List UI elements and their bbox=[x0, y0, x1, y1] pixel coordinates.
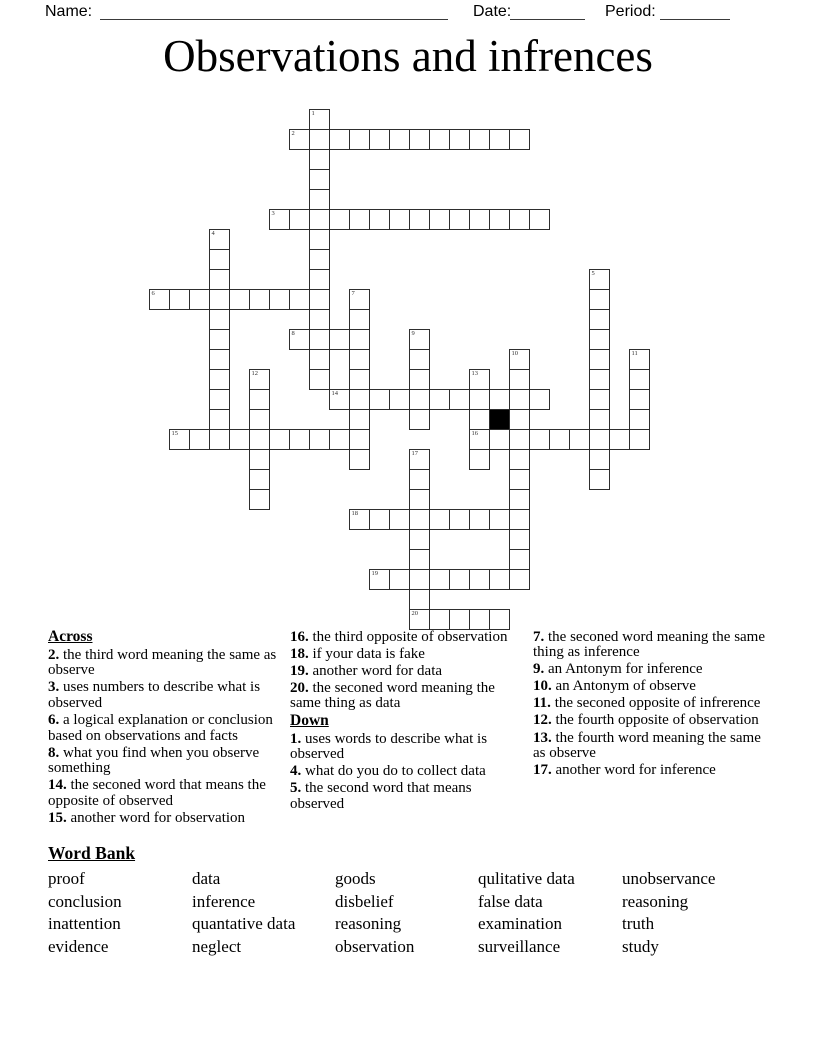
clue-number: 7. bbox=[533, 628, 545, 645]
crossword-cell bbox=[249, 369, 270, 390]
date-blank-line bbox=[510, 2, 585, 20]
clue-item bbox=[48, 811, 283, 827]
crossword-cell bbox=[209, 329, 230, 350]
cell-number: 3 bbox=[271, 210, 275, 217]
name-label: Name: bbox=[45, 3, 93, 20]
crossword-cell bbox=[509, 529, 530, 550]
crossword-cell bbox=[449, 509, 470, 530]
crossword-cell bbox=[529, 429, 550, 450]
crossword-cell bbox=[349, 289, 370, 310]
crossword-cell bbox=[209, 409, 230, 430]
clue-text: the seconed word meaning the same thing as inference bbox=[533, 628, 766, 661]
clue-number: 11. bbox=[533, 695, 551, 712]
clue-item bbox=[533, 630, 768, 661]
word-bank-word: proof bbox=[48, 869, 85, 888]
crossword-cell bbox=[289, 209, 310, 230]
crossword-cell bbox=[629, 389, 650, 410]
crossword-cell bbox=[329, 389, 350, 410]
word-bank-word: evidence bbox=[48, 936, 109, 956]
cell-number: 5 bbox=[591, 270, 595, 277]
crossword-cell bbox=[509, 569, 530, 590]
crossword-cell bbox=[169, 289, 190, 310]
word-bank-word: observation bbox=[335, 936, 415, 956]
word-bank-list bbox=[48, 868, 790, 958]
crossword-cell bbox=[349, 409, 370, 430]
clue-item bbox=[533, 763, 768, 779]
crossword-cell bbox=[369, 209, 390, 230]
word-bank-word: study bbox=[622, 936, 659, 956]
crossword-cell bbox=[369, 569, 390, 590]
clue-section-header: Across bbox=[48, 628, 93, 645]
crossword-cell bbox=[469, 369, 490, 390]
clue-text: the third opposite of observation bbox=[308, 628, 508, 645]
clue-number: 9. bbox=[533, 661, 545, 678]
crossword-cell bbox=[309, 109, 330, 130]
cell-number: 16 bbox=[471, 430, 478, 437]
crossword-cell bbox=[469, 569, 490, 590]
crossword-cell bbox=[249, 289, 270, 310]
clue-number: 10. bbox=[533, 678, 552, 695]
crossword-cell bbox=[329, 429, 350, 450]
crossword-cell bbox=[409, 549, 430, 570]
crossword-cell bbox=[409, 489, 430, 510]
clue-columns bbox=[48, 628, 768, 827]
crossword-cell bbox=[309, 169, 330, 190]
clue-column bbox=[533, 628, 768, 827]
clue-text: the seconed word meaning the same thing as data bbox=[290, 679, 495, 712]
crossword-cell bbox=[369, 389, 390, 410]
word-bank-word: truth bbox=[622, 914, 655, 934]
crossword-cell bbox=[249, 389, 270, 410]
crossword-cell bbox=[349, 349, 370, 370]
clue-item bbox=[533, 731, 768, 762]
cell-number: 10 bbox=[511, 350, 518, 357]
clue-item bbox=[290, 732, 526, 763]
cell-number: 20 bbox=[411, 610, 418, 617]
crossword-cell bbox=[489, 129, 510, 150]
crossword-cell bbox=[209, 249, 230, 270]
crossword-cell bbox=[289, 289, 310, 310]
clue-text: the fourth word meaning the same as observe bbox=[533, 729, 761, 762]
crossword-cell bbox=[509, 429, 530, 450]
clue-text: what you find when you observe something bbox=[48, 744, 260, 777]
clue-text: the seconed opposite of infrerence bbox=[550, 695, 761, 712]
cell-number: 14 bbox=[331, 390, 338, 397]
period-blank-line bbox=[660, 2, 730, 20]
crossword-cell bbox=[409, 349, 430, 370]
crossword-cell bbox=[309, 149, 330, 170]
crossword-cell bbox=[569, 429, 590, 450]
crossword-cell bbox=[589, 449, 610, 470]
clue-item bbox=[48, 746, 283, 777]
crossword-cell bbox=[429, 569, 450, 590]
word-bank-word: inattention bbox=[48, 914, 121, 934]
crossword-cell bbox=[469, 209, 490, 230]
cell-number: 9 bbox=[411, 330, 415, 337]
clue-item bbox=[48, 778, 283, 809]
word-bank-word: neglect bbox=[192, 936, 242, 956]
crossword-cell bbox=[349, 389, 370, 410]
word-bank-word: inference bbox=[192, 891, 256, 911]
clue-number: 19. bbox=[290, 662, 309, 679]
crossword-cell bbox=[409, 389, 430, 410]
crossword-cell bbox=[589, 369, 610, 390]
crossword-cell bbox=[309, 189, 330, 210]
date-label: Date: bbox=[473, 3, 512, 20]
clue-item bbox=[48, 648, 283, 679]
crossword-cell bbox=[429, 129, 450, 150]
word-bank-word: disbelief bbox=[335, 891, 394, 911]
word-bank-word: examination bbox=[478, 914, 563, 934]
cell-number: 7 bbox=[351, 290, 355, 297]
crossword-cell bbox=[209, 369, 230, 390]
crossword-cell bbox=[409, 469, 430, 490]
crossword-cell bbox=[309, 289, 330, 310]
clue-item bbox=[290, 764, 526, 780]
crossword-cell bbox=[449, 609, 470, 630]
crossword-cell bbox=[329, 209, 350, 230]
crossword-cell bbox=[389, 389, 410, 410]
cell-number: 15 bbox=[171, 430, 178, 437]
clue-number: 5. bbox=[290, 780, 302, 797]
crossword-cell bbox=[269, 209, 290, 230]
crossword-cell bbox=[589, 429, 610, 450]
crossword-cell bbox=[509, 369, 530, 390]
crossword-cell bbox=[489, 209, 510, 230]
crossword-cell bbox=[469, 509, 490, 530]
cell-number: 12 bbox=[251, 370, 258, 377]
crossword-cell bbox=[329, 329, 350, 350]
clue-item bbox=[533, 679, 768, 695]
clue-number: 15. bbox=[48, 810, 67, 827]
crossword-cell bbox=[309, 369, 330, 390]
crossword-cell bbox=[349, 129, 370, 150]
cell-number: 2 bbox=[291, 130, 295, 137]
crossword-cell bbox=[369, 509, 390, 530]
crossword-cell bbox=[469, 389, 490, 410]
word-bank-header: Word Bank bbox=[48, 843, 136, 863]
word-bank-word: reasoning bbox=[335, 914, 402, 934]
cell-number: 13 bbox=[471, 370, 478, 377]
crossword-cell bbox=[369, 129, 390, 150]
clue-number: 4. bbox=[290, 763, 302, 780]
crossword-cell bbox=[589, 309, 610, 330]
clue-item bbox=[533, 713, 768, 729]
crossword-cell bbox=[209, 429, 230, 450]
clue-section-header: Down bbox=[290, 711, 329, 729]
crossword-cell bbox=[509, 469, 530, 490]
crossword-cell bbox=[349, 429, 370, 450]
crossword-cell bbox=[409, 589, 430, 610]
crossword-cell bbox=[529, 389, 550, 410]
crossword-cell bbox=[509, 549, 530, 570]
crossword-cell bbox=[429, 209, 450, 230]
clue-text: the third word meaning the same as observe bbox=[48, 646, 277, 679]
crossword-cell bbox=[309, 429, 330, 450]
crossword-cell bbox=[589, 349, 610, 370]
crossword-cell bbox=[629, 409, 650, 430]
word-bank-word: conclusion bbox=[48, 891, 122, 911]
period-label: Period: bbox=[605, 3, 656, 20]
crossword-cell bbox=[429, 389, 450, 410]
crossword-cell bbox=[349, 329, 370, 350]
clue-number: 1. bbox=[290, 730, 302, 747]
crossword-cell bbox=[409, 129, 430, 150]
crossword-cell bbox=[409, 209, 430, 230]
crossword-cell bbox=[629, 349, 650, 370]
crossword-cell bbox=[349, 309, 370, 330]
crossword-cell bbox=[189, 429, 210, 450]
crossword-cell bbox=[389, 129, 410, 150]
clue-text: what do you do to collect data bbox=[301, 763, 486, 780]
crossword-cell bbox=[209, 389, 230, 410]
page-title: Observations and infrences bbox=[163, 31, 653, 81]
crossword-cell bbox=[409, 329, 430, 350]
word-bank-word: false data bbox=[478, 891, 543, 911]
crossword-cell bbox=[229, 289, 250, 310]
crossword-cell bbox=[509, 349, 530, 370]
crossword-cell bbox=[509, 489, 530, 510]
crossword-cell bbox=[509, 449, 530, 470]
clue-item bbox=[290, 647, 526, 663]
crossword-cell bbox=[249, 489, 270, 510]
clue-text: another word for inference bbox=[551, 762, 716, 779]
crossword-cell bbox=[489, 569, 510, 590]
crossword-cell bbox=[529, 209, 550, 230]
crossword-cell bbox=[349, 369, 370, 390]
crossword-cell bbox=[409, 409, 430, 430]
crossword-cell bbox=[629, 429, 650, 450]
clue-text: an Antonym of observe bbox=[551, 678, 696, 695]
crossword-black-cell bbox=[489, 409, 510, 430]
clue-number: 16. bbox=[290, 628, 309, 645]
clue-number: 2. bbox=[48, 646, 60, 663]
clue-item bbox=[290, 630, 526, 646]
crossword-cell bbox=[589, 409, 610, 430]
crossword-cell bbox=[489, 509, 510, 530]
crossword-cell bbox=[209, 289, 230, 310]
clue-number: 18. bbox=[290, 645, 309, 662]
crossword-cell bbox=[349, 509, 370, 530]
crossword-cell bbox=[209, 309, 230, 330]
cell-number: 8 bbox=[291, 330, 295, 337]
word-bank-word: data bbox=[192, 869, 221, 888]
crossword-cell bbox=[469, 449, 490, 470]
clue-text: an Antonym for inference bbox=[544, 661, 703, 678]
crossword-cell bbox=[349, 449, 370, 470]
crossword-cell bbox=[429, 609, 450, 630]
clue-number: 20. bbox=[290, 679, 309, 696]
clue-item bbox=[533, 696, 768, 712]
clue-number: 14. bbox=[48, 777, 67, 794]
clue-item bbox=[48, 680, 283, 711]
cell-number: 4 bbox=[211, 230, 215, 237]
clue-item bbox=[533, 662, 768, 678]
crossword-cell bbox=[589, 469, 610, 490]
crossword-cell bbox=[449, 569, 470, 590]
crossword-cell bbox=[229, 429, 250, 450]
crossword-cell bbox=[209, 349, 230, 370]
crossword-cell bbox=[469, 429, 490, 450]
clue-text: uses words to describe what is observed bbox=[290, 730, 488, 763]
crossword-cell bbox=[509, 509, 530, 530]
clue-item bbox=[290, 664, 526, 680]
clue-text: the fourth opposite of observation bbox=[551, 712, 759, 729]
word-bank-word: goods bbox=[335, 869, 376, 888]
crossword-cell bbox=[289, 329, 310, 350]
crossword-cell bbox=[389, 569, 410, 590]
crossword-cell bbox=[449, 209, 470, 230]
crossword-cell bbox=[149, 289, 170, 310]
crossword-cell bbox=[629, 369, 650, 390]
clue-number: 8. bbox=[48, 744, 60, 761]
clue-text: another word for data bbox=[308, 662, 443, 679]
crossword-cell bbox=[589, 289, 610, 310]
crossword-cell bbox=[449, 129, 470, 150]
crossword-cell bbox=[309, 209, 330, 230]
crossword-cell bbox=[589, 389, 610, 410]
crossword-cell bbox=[169, 429, 190, 450]
crossword-cell bbox=[509, 389, 530, 410]
cell-number: 6 bbox=[151, 290, 155, 297]
crossword-cell bbox=[489, 389, 510, 410]
crossword-cell bbox=[409, 569, 430, 590]
crossword-cell bbox=[269, 429, 290, 450]
clue-item bbox=[290, 781, 526, 812]
crossword-cell bbox=[429, 509, 450, 530]
crossword-cell bbox=[309, 249, 330, 270]
cell-number: 11 bbox=[631, 350, 638, 357]
crossword-cell bbox=[289, 429, 310, 450]
word-bank-word: unobservance bbox=[622, 869, 716, 888]
crossword-cell bbox=[329, 129, 350, 150]
crossword-cell bbox=[389, 509, 410, 530]
clue-number: 17. bbox=[533, 762, 552, 779]
crossword-cell bbox=[409, 449, 430, 470]
crossword-cell bbox=[509, 129, 530, 150]
crossword-cell bbox=[469, 409, 490, 430]
clue-column bbox=[48, 628, 283, 827]
crossword-cell bbox=[269, 289, 290, 310]
crossword-cell bbox=[289, 129, 310, 150]
crossword-cell bbox=[409, 529, 430, 550]
crossword-cell bbox=[309, 269, 330, 290]
crossword-cell bbox=[449, 389, 470, 410]
clue-text: uses numbers to describe what is observed bbox=[48, 679, 261, 711]
crossword-cell bbox=[409, 609, 430, 630]
crossword-cell bbox=[189, 289, 210, 310]
word-bank-word: reasoning bbox=[622, 891, 689, 911]
crossword-cell bbox=[469, 129, 490, 150]
clue-item bbox=[48, 713, 283, 744]
clue-number: 6. bbox=[48, 711, 60, 728]
clue-number: 13. bbox=[533, 729, 552, 746]
crossword-cell bbox=[249, 469, 270, 490]
crossword-cell bbox=[249, 409, 270, 430]
clue-text: if your data is fake bbox=[308, 645, 425, 662]
word-bank-word: quantative data bbox=[192, 914, 296, 934]
crossword-cell bbox=[249, 429, 270, 450]
crossword-cell bbox=[589, 269, 610, 290]
clue-number: 3. bbox=[48, 679, 60, 696]
crossword-cell bbox=[609, 429, 630, 450]
cell-number: 17 bbox=[411, 450, 418, 457]
clue-item bbox=[290, 681, 526, 712]
crossword-cell bbox=[489, 609, 510, 630]
crossword-cell bbox=[209, 229, 230, 250]
word-bank-word: surveillance bbox=[478, 936, 561, 956]
cell-number: 19 bbox=[371, 570, 378, 577]
crossword-cell bbox=[589, 329, 610, 350]
clue-number: 12. bbox=[533, 712, 552, 729]
crossword-cell bbox=[409, 369, 430, 390]
clue-text: the seconed word that means the opposite of observed bbox=[48, 777, 266, 809]
clue-text: another word for observation bbox=[66, 810, 246, 827]
crossword-cell bbox=[489, 429, 510, 450]
crossword-cell bbox=[509, 209, 530, 230]
crossword-cell bbox=[469, 609, 490, 630]
cell-number: 1 bbox=[311, 110, 315, 117]
crossword-cell bbox=[349, 209, 370, 230]
name-blank-line bbox=[100, 2, 448, 20]
clue-column bbox=[290, 628, 526, 827]
crossword-cell bbox=[309, 129, 330, 150]
crossword-cell bbox=[309, 309, 330, 330]
crossword-cell bbox=[249, 449, 270, 470]
crossword-cell bbox=[549, 429, 570, 450]
clue-text: the second word that means observed bbox=[290, 780, 472, 812]
crossword-cell bbox=[309, 229, 330, 250]
crossword-cell bbox=[309, 329, 330, 350]
clue-text: a logical explanation or conclusion based on observations and facts bbox=[48, 711, 273, 744]
crossword-cell bbox=[209, 269, 230, 290]
crossword-cell bbox=[509, 409, 530, 430]
crossword-cell bbox=[389, 209, 410, 230]
crossword-cell bbox=[309, 349, 330, 370]
crossword-cell bbox=[409, 509, 430, 530]
word-bank-word: qulitative data bbox=[478, 869, 575, 888]
cell-number: 18 bbox=[351, 510, 358, 517]
